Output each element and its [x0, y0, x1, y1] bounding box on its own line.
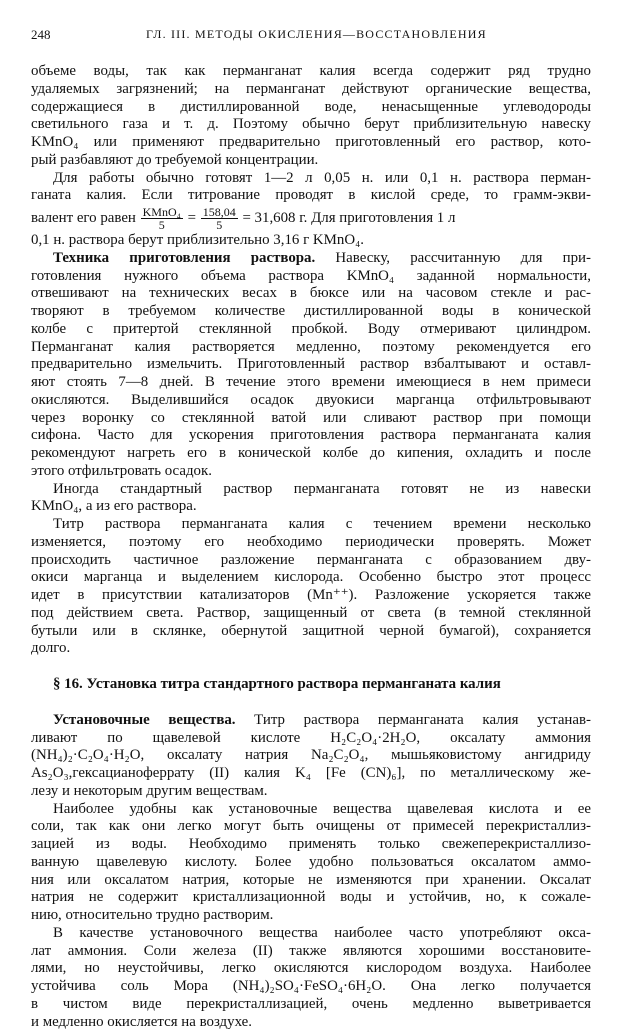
text-line: готовления нужного объема раствора KMnO₄ заданной нормальности,	[31, 268, 591, 286]
text-line: соли, так как они легко могут быть очищены от примесей перекристаллиз-	[31, 818, 591, 836]
paragraph-heading-line	[31, 712, 591, 730]
text-line: происходить частичное разложение перманганата с образованием дву-	[31, 552, 591, 570]
page-header	[31, 27, 591, 45]
text-line: As₂O₃,гексацианоферрату (II) калия K₄ [Fe (CN)₆], по металлическому же-	[31, 765, 591, 783]
page-number: 248	[31, 27, 51, 43]
fraction-numerator: KMnO₄	[141, 206, 183, 219]
text-line: устойчива соль Мора (NH₄)₂SO₄·FeSO₄·6H₂O. Она легко получается	[31, 978, 591, 996]
text-line: рекомендуют нагреть его в конической колбе до кипения, охладить и после	[31, 445, 591, 463]
fraction-molar-mass	[201, 206, 238, 231]
text-line: изменяется, поэтому его необходимо периодически проверять. Может	[31, 534, 591, 552]
text-line: удаляемых загрязнений; на перманганат действуют органические вещества,	[31, 81, 591, 99]
text-line: в чистом виде перекристаллизацией, очень медленно выветривается	[31, 996, 591, 1014]
paragraph-heading-line	[31, 250, 591, 268]
text-line: ливают по щавелевой кислоте H₂C₂O₄·2H₂O, оксалату аммония	[31, 730, 591, 748]
text-line: Иногда стандартный раствор перманганата готовят не из навески	[31, 481, 591, 499]
text-line: долго.	[31, 640, 591, 658]
text-line: колбе с притертой стеклянной пробкой. Воду отмеривают цилиндром.	[31, 321, 591, 339]
text-line: лат аммония. Соли железа (II) также являются хорошими восстановите-	[31, 943, 591, 961]
text-line: окисляются. Выделившийся осадок двуокиси марганца отфильтровывают	[31, 392, 591, 410]
text-line: ния или оксалатом натрия, которые не изменяются при хранении. Оксалат	[31, 872, 591, 890]
text-line: Перманганат калия растворяется медленно, поэтому рекомендуется его	[31, 339, 591, 357]
text-line: рый разбавляют до требуемой концентрации.	[31, 152, 591, 170]
fraction-kmno4	[141, 206, 183, 231]
text-line: содержащиеся в дистиллированной воде, ненасыщенные углеводороды	[31, 99, 591, 117]
text-line: и медленно окисляется на воздухе.	[31, 1014, 591, 1031]
fraction-denominator: 5	[201, 219, 238, 231]
text-line: лезу и некоторым другим веществам.	[31, 783, 591, 801]
section-spacer	[31, 658, 591, 676]
text-line: окиси марганца и выделением кислорода. Особенно быстро этот процесс	[31, 569, 591, 587]
inline-heading: Техника приготовления раствора.	[53, 250, 315, 266]
text-line: отвешивают на технических весах в бюксе или на часовом стекле и рас-	[31, 285, 591, 303]
text-line: Для работы обычно готовят 1—2 л 0,05 н. или 0,1 н. раствора перман-	[31, 170, 591, 188]
text-line: KMnO₄ или применяют предварительно приготовленный его раствор, кото-	[31, 134, 591, 152]
equals-sign: =	[188, 210, 196, 226]
text-fragment: = 31,608 г. Для приготовления 1 л	[242, 210, 455, 226]
text-line: объеме воды, так как перманганат калия всегда содержит ряд трудно	[31, 63, 591, 81]
text-line: под действием света. Раствор, защищенный от света (в темной стеклянной	[31, 605, 591, 623]
text-line: KMnO₄, а из его раствора.	[31, 498, 591, 516]
text-line: через воронку со стеклянной ватой или сливают раствор при помощи	[31, 410, 591, 428]
text-line: В качестве установочного вещества наиболее часто употребляют окса-	[31, 925, 591, 943]
text-line: яют стоять 7—8 дней. В течение этого времени имеющиеся в нем примеси	[31, 374, 591, 392]
text-line: предварительно измельчить. Приготовленный раствор взбалтывают и оставл-	[31, 356, 591, 374]
text-line: (NH₄)₂·C₂O₄·H₂O, оксалату натрия Na₂C₂O₄, мышьяковистому ангидриду	[31, 747, 591, 765]
section-spacer	[31, 694, 591, 712]
fraction-denominator: 5	[141, 219, 183, 231]
text-line: нию, относительно трудно растворим.	[31, 907, 591, 925]
text-line: идет в присутствии катализаторов (Mn⁺⁺). Разложение ускоряется также	[31, 587, 591, 605]
text-line: ганата калия. Если титрование проводят в кислой среде, то грамм-экви-	[31, 187, 591, 205]
text-line: зацией из воды. Необходимо применять только свежеперекристаллизо-	[31, 836, 591, 854]
text-line: Титр раствора перманганата калия с течением времени несколько	[31, 516, 591, 534]
equivalent-formula-line	[31, 205, 591, 232]
text-line: светильного газа и т. д. Поэтому обычно берут приблизительную навеску	[31, 116, 591, 134]
text-line: лями, но неустойчивы, легко окисляются кислородом воздуха. Наиболее	[31, 960, 591, 978]
text-line: этого отфильтровать осадок.	[31, 463, 591, 481]
text-line: творяют в требуемом количестве дистиллированной воды в конической	[31, 303, 591, 321]
text-fragment: Титр раствора перманганата калия устанав-	[236, 712, 591, 728]
text-line: 0,1 н. раствора берут приблизительно 3,16 г KMnO₄.	[31, 232, 591, 250]
text-line: ванную щавелевую кислоту. Более удобно пользоваться оксалатом аммо-	[31, 854, 591, 872]
running-title: ГЛ. III. МЕТОДЫ ОКИСЛЕНИЯ—ВОССТАНОВЛЕНИЯ	[146, 27, 487, 42]
fraction-numerator: 158,04	[201, 206, 238, 219]
text-fragment: валент его равен	[31, 210, 136, 226]
inline-heading: Установочные вещества.	[53, 712, 236, 728]
text-line: бутыли или в склянке, обернутой защитной черной бумагой), сохраняется	[31, 623, 591, 641]
text-fragment: Навеску, рассчитанную для при-	[315, 250, 591, 266]
text-line: сифона. Часто для ускорения приготовления раствора перманганата калия	[31, 427, 591, 445]
text-line: Наиболее удобны как установочные вещества щавелевая кислота и ее	[31, 801, 591, 819]
section-title: § 16. Установка титра стандартного раствора перманганата калия	[31, 676, 591, 694]
text-line: натрия не содержит кристаллизационной воды и устойчив, но, к сожале-	[31, 889, 591, 907]
page-body	[31, 63, 591, 1031]
